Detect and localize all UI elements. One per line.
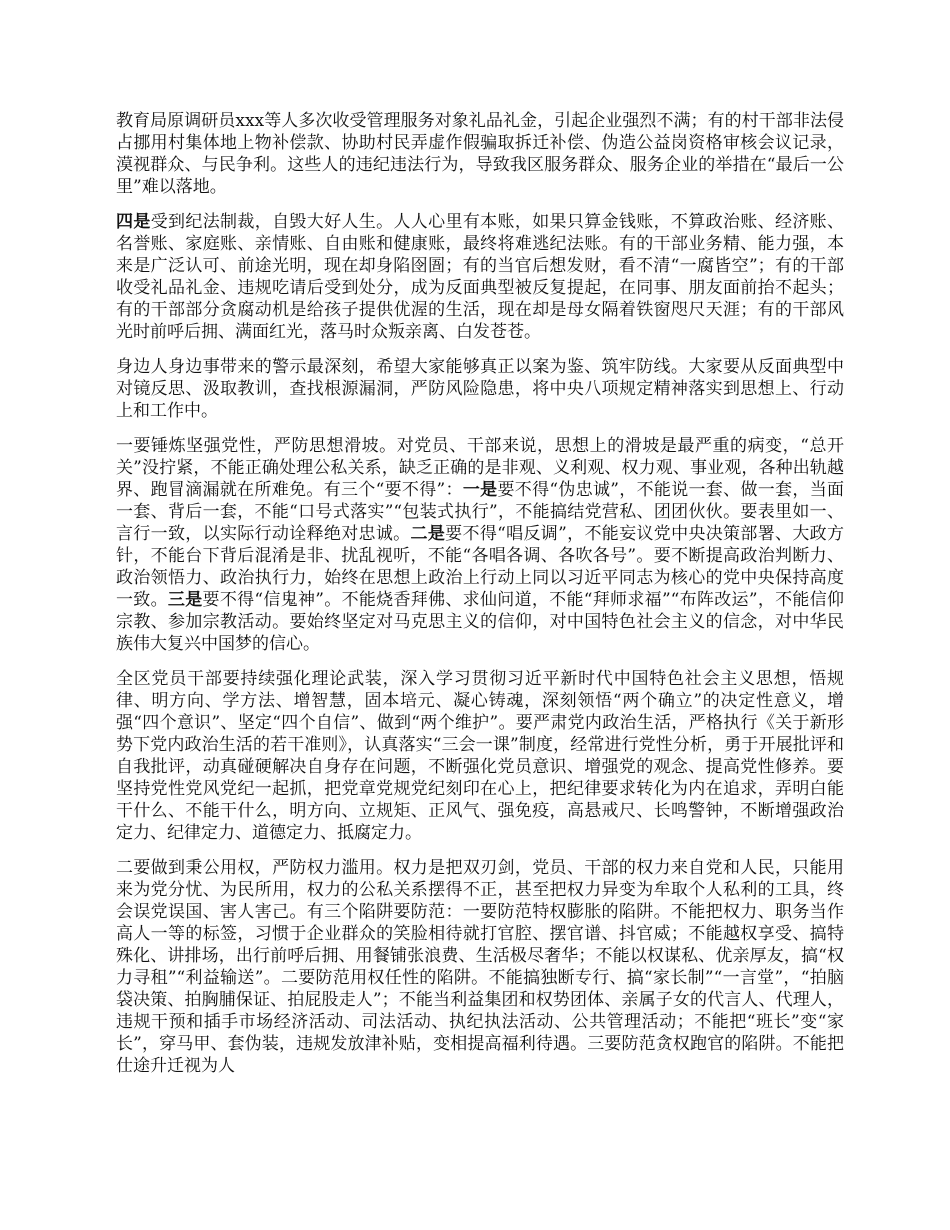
paragraph-text: 要不得“信鬼神”。不能烧香拜佛、求仙问道，不能“拜师求福”“布阵改运”，不能信仰宗教、参加宗教活动。要始终坚定对马克思主义的信仰，对中国特色社会主义的信念，对中华民族伟大复兴中国梦的信心。: [116, 590, 845, 654]
paragraph-text: 受到纪法制裁，自毁大好人生。人人心里有本账，如果只算金钱账，不算政治账、经济账、名誉账、家庭账、亲情账、自由账和健康账，最终将难逃纪法账。有的干部业务精、能力强，本来是广泛认可、前途光明，现在却身陷囹圄；有的当官后想发财，看不清“一腐皆空”；有的干部收受礼品礼金、违规吃请后受到处分，成为反面典型被反复提起，在同事、朋友面前抬不起头；有的干部部分贪腐动机是给孩子提供优渥的生活，现在却是母女隔着铁窗咫尺天涯；有的干部风光时前呼后拥、满面红光，落马时众叛亲离、白发苍苍。: [116, 212, 845, 342]
paragraph-2: [116, 211, 844, 343]
paragraph-text: 二要做到秉公用权，严防权力滥用。权力是把双刃剑，党员、干部的权力来自党和人民，只能用来为党分忧、为民所用，权力的公私关系摆得不正，甚至把权力异变为牟取个人私利的工具，终会误党误国、害人害己。有三个陷阱要防范：一要防范特权膨胀的陷阱。不能把权力、职务当作高人一等的标签，习惯于企业群众的笑脸相待就打官腔、摆官谱、抖官威；不能越权享受、搞特殊化、讲排场，出行前呼后拥、用餐铺张浪费、生活极尽奢华；不能以权谋私、优亲厚友，搞“权力寻租”“利益输送”。二要防范用权任性的陷阱。不能搞独断专行、搞“家长制”“一言堂”，“拍脑袋决策、拍胸脯保证、拍屁股走人”；不能当利益集团和权势团体、亲属子女的代言人、代理人，违规干预和插手市场经济活动、司法活动、执纪执法活动、公共管理活动；不能把“班长”变“家长”，穿马甲、套伪装，违规发放津补贴，变相提高福利待遇。三要防范贪权跑官的陷阱。不能把仕途升迁视为人: [116, 858, 844, 1076]
document-page: [116, 110, 844, 1090]
paragraph-3: [116, 356, 844, 422]
bold-lead-erShi: 二是: [410, 524, 446, 544]
paragraph-text: 身边人身边事带来的警示最深刻，希望大家能够真正以案为鉴、筑牢防线。大家要从反面典型中对镜反思、汲取教训，查找根源漏洞，严防风险隐患，将中央八项规定精神落实到思想上、行动上和工作中。: [116, 357, 844, 421]
paragraph-text: 教育局原调研员xxx等人多次收受管理服务对象礼品礼金，引起企业强烈不满；有的村干部非法侵占挪用村集体地上物补偿款、协助村民弄虚作假骗取拆迁补偿、伪造公益岗资格审核会议记录，漠视群众、与民争利。这些人的违纪违法行为，导致我区服务群众、服务企业的举措在“最后一公里”难以落地。: [116, 111, 844, 197]
bold-lead-siShi: 四是: [116, 212, 151, 232]
paragraph-text: 全区党员干部要持续强化理论武装，深入学习贯彻习近平新时代中国特色社会主义思想，悟规律、明方向、学方法、增智慧，固本培元、凝心铸魂，深刻领悟“两个确立”的决定性意义，增强“四个意识”、坚定“四个自信”、做到“两个维护”。要严肃党内政治生活，严格执行《关于新形势下党内政治生活的若干准则》，认真落实“三会一课”制度，经常进行党性分析，勇于开展批评和自我批评，动真碰硬解决自身存在问题，不断强化党员意识、增强党的观念、提高党性修养。要坚持党性党风党纪一起抓，把党章党规党纪刻印在心上，把纪律要求转化为内在追求，弄明白能干什么、不能干什么，明方向、立规矩、正风气、强免疫，高悬戒尺、长鸣警钟，不断增强政治定力、纪律定力、道德定力、抵腐定力。: [116, 669, 844, 843]
paragraph-text: 一要锤炼坚强党性，严防思想滑坡。对党员、干部来说，思想上的滑坡是最严重的病变，“总开关”没拧紧，不能正确处理公私关系，缺乏正确的是非观、义利观、权力观、事业观，各种出轨越界、跑冒滴漏就在所难免。有三个“要不得”：: [116, 436, 844, 500]
paragraph-5: [116, 668, 844, 844]
paragraph-text: 要不得“伪忠诚”，不能说一套、做一套，当面一套、背后一套，不能“口号式落实”“包装式执行”，不能搞结党营私、团团伙伙。要表里如一、言行一致，以实际行动诠释绝对忠诚。: [116, 480, 844, 544]
paragraph-text: 要不得“唱反调”，不能妄议党中央决策部署、大政方针，不能台下背后混淆是非、扰乱视听，不能“各唱各调、各吹各号”。要不断提高政治判断力、政治领悟力、政治执行力，始终在思想上政治上行动上同以习近平同志为核心的党中央保持高度一致。: [116, 524, 845, 610]
paragraph-1: [116, 110, 844, 198]
paragraph-4: [116, 435, 844, 655]
bold-lead-sanShi: 三是: [167, 590, 203, 610]
bold-lead-yiShi: 一是: [462, 480, 498, 500]
paragraph-6: [116, 857, 844, 1077]
